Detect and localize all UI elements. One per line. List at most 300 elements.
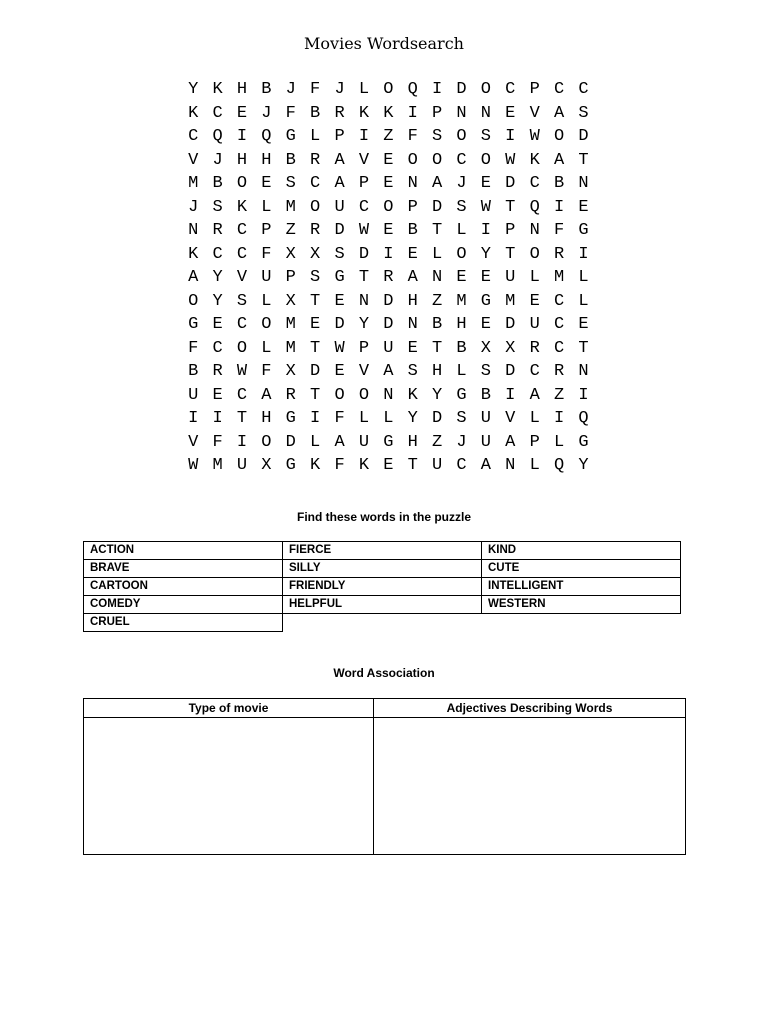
grid-letter: X <box>505 338 516 358</box>
grid-row <box>181 313 596 337</box>
grid-letter: U <box>188 385 199 405</box>
grid-letter: N <box>407 315 418 334</box>
grid-letter: O <box>383 197 394 217</box>
grid-letter: W <box>529 127 540 146</box>
grid-letter: B <box>456 338 467 358</box>
grid-letter: N <box>188 221 199 240</box>
grid-letter: W <box>505 150 516 170</box>
grid-letter: H <box>432 362 443 381</box>
grid-letter: H <box>261 150 272 170</box>
grid-letter: P <box>432 103 443 123</box>
grid-letter: T <box>432 221 443 240</box>
grid-letter: L <box>529 268 540 287</box>
grid-letter: P <box>358 338 370 358</box>
page-title: Movies Wordsearch <box>304 34 464 53</box>
grid-row <box>181 125 596 149</box>
word-list-table <box>83 541 681 632</box>
grid-letter: I <box>480 221 491 240</box>
grid-letter: E <box>383 456 394 475</box>
grid-letter: L <box>529 456 540 475</box>
grid-row <box>181 149 596 173</box>
grid-letter: N <box>578 362 589 381</box>
grid-letter: I <box>236 127 248 146</box>
grid-letter: I <box>505 127 516 146</box>
grid-letter: X <box>480 338 491 358</box>
grid-letter: C <box>553 80 565 99</box>
grid-letter: M <box>212 456 223 475</box>
grid-letter: H <box>407 291 418 311</box>
word-list-item: FIERCE <box>283 542 482 560</box>
grid-letter: G <box>578 432 589 452</box>
grid-letter: B <box>285 150 296 170</box>
grid-letter: L <box>358 80 370 99</box>
grid-letter: Z <box>432 291 443 311</box>
grid-letter: F <box>188 338 199 358</box>
grid-letter: I <box>432 80 443 99</box>
grid-letter: R <box>529 338 540 358</box>
grid-letter: S <box>480 362 491 381</box>
grid-letter: Q <box>529 197 540 217</box>
grid-letter: L <box>261 338 272 358</box>
grid-letter: R <box>212 362 223 381</box>
grid-letter: Y <box>212 291 223 311</box>
grid-letter: L <box>310 127 321 146</box>
grid-letter: O <box>480 80 491 99</box>
grid-letter: O <box>553 127 565 146</box>
grid-letter: C <box>236 221 248 240</box>
grid-letter: U <box>480 409 491 428</box>
grid-letter: Z <box>285 221 296 240</box>
grid-letter: D <box>285 432 296 452</box>
grid-letter: G <box>188 315 199 334</box>
grid-letter: Z <box>553 385 565 405</box>
grid-letter: V <box>358 150 370 170</box>
grid-letter: T <box>310 291 321 311</box>
grid-letter: R <box>383 268 394 287</box>
grid-letter: C <box>358 197 370 217</box>
grid-letter: P <box>261 221 272 240</box>
grid-letter: Z <box>432 432 443 452</box>
grid-letter: E <box>261 174 272 193</box>
grid-letter: B <box>188 362 199 381</box>
grid-letter: O <box>432 150 443 170</box>
grid-letter: U <box>505 268 516 287</box>
grid-letter: T <box>407 456 418 475</box>
grid-letter: L <box>261 291 272 311</box>
grid-letter: L <box>578 268 589 287</box>
grid-letter: K <box>358 456 370 475</box>
grid-letter: O <box>456 127 467 146</box>
grid-letter: D <box>310 362 321 381</box>
grid-letter: P <box>334 127 345 146</box>
grid-letter: W <box>480 197 491 217</box>
grid-letter: S <box>285 174 296 193</box>
grid-letter: D <box>383 291 394 311</box>
grid-letter: Z <box>383 127 394 146</box>
grid-letter: A <box>553 103 565 123</box>
grid-letter: R <box>553 362 565 381</box>
grid-letter: K <box>358 103 370 123</box>
grid-letter: E <box>505 103 516 123</box>
grid-letter: M <box>456 291 467 311</box>
grid-row <box>181 360 596 384</box>
grid-letter: N <box>432 268 443 287</box>
grid-letter: E <box>383 221 394 240</box>
grid-letter: T <box>432 338 443 358</box>
grid-letter: N <box>505 456 516 475</box>
grid-letter: N <box>529 221 540 240</box>
grid-letter: I <box>310 409 321 428</box>
grid-letter: Y <box>358 315 370 334</box>
grid-letter: O <box>529 244 540 264</box>
grid-letter: M <box>553 268 565 287</box>
grid-letter: A <box>383 362 394 381</box>
grid-letter: C <box>529 362 540 381</box>
grid-letter: P <box>407 197 418 217</box>
grid-letter: C <box>553 338 565 358</box>
grid-letter: O <box>261 315 272 334</box>
grid-letter: K <box>212 80 223 99</box>
grid-letter: E <box>456 268 467 287</box>
grid-letter: V <box>236 268 248 287</box>
grid-letter: A <box>407 268 418 287</box>
grid-letter: E <box>310 315 321 334</box>
word-list-row <box>84 596 681 614</box>
grid-letter: A <box>553 150 565 170</box>
grid-letter: L <box>310 432 321 452</box>
grid-letter: O <box>236 174 248 193</box>
grid-row <box>181 219 596 243</box>
grid-letter: A <box>334 174 345 193</box>
word-list-item: ACTION <box>84 542 283 560</box>
grid-letter: E <box>334 362 345 381</box>
grid-letter: A <box>261 385 272 405</box>
grid-letter: J <box>212 150 223 170</box>
word-list-row <box>84 578 681 596</box>
grid-letter: X <box>285 362 296 381</box>
grid-letter: S <box>212 197 223 217</box>
grid-letter: C <box>456 150 467 170</box>
grid-letter: I <box>553 409 565 428</box>
grid-letter: P <box>358 174 370 193</box>
grid-letter: N <box>358 291 370 311</box>
grid-letter: K <box>236 197 248 217</box>
grid-letter: G <box>456 385 467 405</box>
grid-letter: O <box>407 150 418 170</box>
grid-letter: O <box>236 338 248 358</box>
grid-letter: J <box>285 80 296 99</box>
grid-row <box>181 243 596 267</box>
grid-letter: C <box>553 315 565 334</box>
grid-letter: W <box>188 456 199 475</box>
word-association-heading: Word Association <box>333 666 435 680</box>
grid-letter: W <box>236 362 248 381</box>
grid-letter: C <box>236 244 248 264</box>
grid-letter: D <box>358 244 370 264</box>
grid-letter: X <box>310 244 321 264</box>
grid-letter: S <box>432 127 443 146</box>
grid-letter: R <box>285 385 296 405</box>
word-list-row <box>84 560 681 578</box>
grid-letter: K <box>188 103 199 123</box>
grid-letter: R <box>310 150 321 170</box>
grid-letter: D <box>383 315 394 334</box>
find-words-heading: Find these words in the puzzle <box>296 510 471 524</box>
grid-letter: H <box>456 315 467 334</box>
word-list-item: COMEDY <box>84 596 283 614</box>
grid-letter: L <box>529 409 540 428</box>
grid-letter: Q <box>212 127 223 146</box>
grid-letter: E <box>236 103 248 123</box>
grid-letter: T <box>505 244 516 264</box>
grid-letter: E <box>480 268 491 287</box>
grid-letter: J <box>334 80 345 99</box>
grid-letter: N <box>578 174 589 193</box>
grid-letter: C <box>529 174 540 193</box>
grid-letter: M <box>505 291 516 311</box>
adjectives-header: Adjectives Describing Words <box>374 699 686 718</box>
grid-letter: I <box>212 409 223 428</box>
grid-letter: G <box>383 432 394 452</box>
grid-letter: W <box>334 338 345 358</box>
grid-letter: A <box>432 174 443 193</box>
grid-letter: D <box>334 221 345 240</box>
grid-letter: U <box>432 456 443 475</box>
grid-letter: H <box>236 80 248 99</box>
grid-letter: F <box>285 103 296 123</box>
grid-letter: L <box>358 409 370 428</box>
grid-letter: A <box>529 385 540 405</box>
grid-letter: T <box>358 268 370 287</box>
grid-row <box>181 78 596 102</box>
grid-letter: F <box>407 127 418 146</box>
grid-letter: I <box>553 197 565 217</box>
grid-letter: A <box>188 268 199 287</box>
grid-letter: L <box>553 432 565 452</box>
grid-letter: Y <box>432 385 443 405</box>
grid-letter: F <box>553 221 565 240</box>
grid-letter: Q <box>553 456 565 475</box>
word-list-item: CRUEL <box>84 614 283 632</box>
grid-row <box>181 196 596 220</box>
grid-letter: B <box>432 315 443 334</box>
grid-letter: S <box>236 291 248 311</box>
grid-letter: O <box>310 197 321 217</box>
grid-letter: C <box>310 174 321 193</box>
grid-letter: T <box>578 150 589 170</box>
grid-letter: N <box>383 385 394 405</box>
grid-letter: O <box>261 432 272 452</box>
grid-letter: F <box>334 456 345 475</box>
grid-letter: A <box>480 456 491 475</box>
grid-letter: R <box>212 221 223 240</box>
grid-letter: I <box>407 103 418 123</box>
grid-letter: V <box>188 432 199 452</box>
grid-letter: G <box>285 409 296 428</box>
grid-letter: E <box>578 315 589 334</box>
grid-letter: X <box>261 456 272 475</box>
grid-letter: D <box>432 409 443 428</box>
empty-cell <box>283 614 482 632</box>
grid-letter: Y <box>212 268 223 287</box>
grid-letter: R <box>334 103 345 123</box>
grid-letter: A <box>334 150 345 170</box>
grid-letter: O <box>383 80 394 99</box>
grid-letter: D <box>505 174 516 193</box>
grid-letter: E <box>212 385 223 405</box>
grid-letter: C <box>212 338 223 358</box>
grid-letter: G <box>578 221 589 240</box>
grid-letter: H <box>407 432 418 452</box>
grid-letter: T <box>236 409 248 428</box>
grid-letter: T <box>310 338 321 358</box>
grid-row <box>181 172 596 196</box>
grid-letter: B <box>553 174 565 193</box>
grid-row <box>181 102 596 126</box>
grid-letter: E <box>334 291 345 311</box>
grid-letter: T <box>310 385 321 405</box>
grid-letter: K <box>383 103 394 123</box>
word-list-item: BRAVE <box>84 560 283 578</box>
grid-letter: C <box>236 385 248 405</box>
word-association-table <box>83 698 686 855</box>
grid-letter: H <box>236 150 248 170</box>
word-list-item: SILLY <box>283 560 482 578</box>
grid-letter: I <box>236 432 248 452</box>
grid-letter: F <box>261 362 272 381</box>
grid-letter: U <box>334 197 345 217</box>
grid-letter: U <box>261 268 272 287</box>
grid-letter: U <box>480 432 491 452</box>
grid-letter: F <box>212 432 223 452</box>
grid-letter: S <box>456 409 467 428</box>
grid-letter: M <box>188 174 199 193</box>
grid-row <box>181 454 596 478</box>
grid-letter: D <box>505 315 516 334</box>
grid-row <box>181 407 596 431</box>
grid-letter: N <box>407 174 418 193</box>
grid-letter: O <box>334 385 345 405</box>
grid-letter: I <box>578 244 589 264</box>
word-list-item: WESTERN <box>482 596 681 614</box>
grid-letter: P <box>285 268 296 287</box>
grid-letter: D <box>432 197 443 217</box>
grid-letter: K <box>529 150 540 170</box>
grid-letter: B <box>310 103 321 123</box>
grid-letter: C <box>553 291 565 311</box>
grid-letter: O <box>358 385 370 405</box>
word-list-item: HELPFUL <box>283 596 482 614</box>
grid-letter: I <box>505 385 516 405</box>
grid-letter: Q <box>407 80 418 99</box>
grid-letter: L <box>261 197 272 217</box>
adjectives-answer-cell[interactable] <box>374 718 686 855</box>
grid-letter: Y <box>480 244 491 264</box>
grid-letter: H <box>261 409 272 428</box>
grid-letter: I <box>358 127 370 146</box>
grid-letter: D <box>578 127 589 146</box>
grid-letter: E <box>212 315 223 334</box>
grid-letter: C <box>188 127 199 146</box>
grid-letter: Q <box>261 127 272 146</box>
grid-letter: Q <box>578 409 589 428</box>
grid-letter: P <box>505 221 516 240</box>
grid-letter: M <box>285 197 296 217</box>
grid-letter: C <box>578 80 589 99</box>
type-of-movie-answer-cell[interactable] <box>84 718 374 855</box>
grid-letter: B <box>407 221 418 240</box>
grid-letter: I <box>578 385 589 405</box>
grid-letter: A <box>334 432 345 452</box>
grid-letter: P <box>529 432 540 452</box>
grid-letter: L <box>383 409 394 428</box>
grid-letter: G <box>285 456 296 475</box>
grid-letter: F <box>261 244 272 264</box>
grid-letter: J <box>456 432 467 452</box>
word-list-item: CARTOON <box>84 578 283 596</box>
grid-letter: O <box>480 150 491 170</box>
grid-letter: L <box>456 362 467 381</box>
grid-letter: C <box>212 244 223 264</box>
grid-letter: G <box>285 127 296 146</box>
grid-letter: G <box>334 268 345 287</box>
word-list-item: INTELLIGENT <box>482 578 681 596</box>
grid-letter: K <box>188 244 199 264</box>
grid-row <box>181 431 596 455</box>
word-list-row <box>84 542 681 560</box>
grid-letter: V <box>529 103 540 123</box>
grid-letter: X <box>285 291 296 311</box>
grid-letter: I <box>383 244 394 264</box>
grid-letter: E <box>407 244 418 264</box>
grid-row <box>181 384 596 408</box>
grid-letter: R <box>310 221 321 240</box>
grid-letter: C <box>505 80 516 99</box>
grid-letter: Y <box>188 80 199 99</box>
type-of-movie-header: Type of movie <box>84 699 374 718</box>
word-list-item: KIND <box>482 542 681 560</box>
wordsearch-grid <box>181 78 596 478</box>
grid-letter: U <box>383 338 394 358</box>
grid-letter: J <box>456 174 467 193</box>
grid-letter: R <box>553 244 565 264</box>
grid-letter: E <box>529 291 540 311</box>
grid-letter: P <box>529 80 540 99</box>
grid-letter: N <box>480 103 491 123</box>
grid-letter: J <box>261 103 272 123</box>
grid-letter: E <box>480 315 491 334</box>
grid-letter: T <box>505 197 516 217</box>
grid-letter: S <box>578 103 589 123</box>
grid-letter: L <box>578 291 589 311</box>
grid-letter: S <box>407 362 418 381</box>
grid-letter: M <box>285 338 296 358</box>
grid-letter: T <box>578 338 589 358</box>
grid-letter: D <box>456 80 467 99</box>
grid-letter: V <box>505 409 516 428</box>
grid-row <box>181 290 596 314</box>
grid-row <box>181 266 596 290</box>
grid-row <box>181 337 596 361</box>
grid-letter: M <box>285 315 296 334</box>
grid-letter: E <box>480 174 491 193</box>
grid-letter: E <box>383 174 394 193</box>
grid-letter: L <box>456 221 467 240</box>
grid-letter: I <box>188 409 199 428</box>
grid-letter: E <box>383 150 394 170</box>
grid-letter: J <box>188 197 199 217</box>
grid-letter: B <box>212 174 223 193</box>
